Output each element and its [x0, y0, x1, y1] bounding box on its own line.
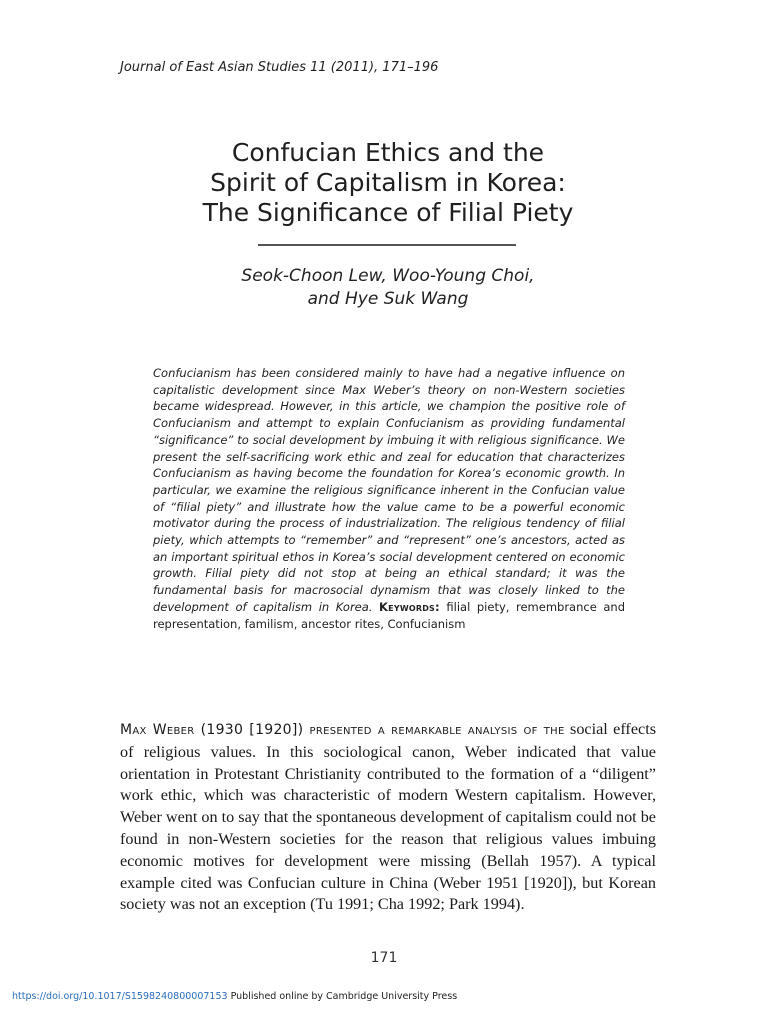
- authors-line-2: and Hye Suk Wang: [307, 289, 469, 309]
- footer: [12, 991, 457, 1002]
- body-lead-in: Max Weber (1930 [1920]) presented a remarkable analysis of the: [120, 722, 565, 738]
- body-text: social effects of religious values. In this sociological canon, Weber indicated that value orientation in Protestant Christianity contributed to the formation of a “diligent” work ethic, which was characteristic of modern Western capitalism. However, Weber went on to say that the spontaneous development of capitalism could not be found in non-Western societies for the reason that religious values imbuing economic motives for development were missing (Bellah 1957). A typical example cited was Confucian culture in China (Weber 1951 [1920]), but Korean society was not an exception (Tu 1991; Cha 1992; Park 1994).: [120, 720, 656, 914]
- abstract: [153, 365, 625, 632]
- keywords-list: filial piety, remembrance and representation, familism, ancestor rites, Confucianism: [153, 599, 626, 631]
- abstract-text: Confucianism has been considered mainly to have had a negative influence on capitalistic development since Max Weber’s theory on non-Western societies became widespread. However, in this article, we champion the positive role of Confucianism and attempt to explain Confucianism as providing fundamental “significance” to social development by imbuing it with religious significance. We present the self-sacrificing work ethic and zeal for education that characterizes Confucianism as having become the foundation for Korea’s economic growth. In particular, we examine the religious significance inherent in the Confucian value of “filial piety” and illustrate how the value came to be a powerful economic motivator during the process of industrialization. The religious tendency of filial piety, which attempts to “remember” and “represent” one’s ancestors, acted as an important spiritual ethos in Korea’s social development centered on economic growth. Filial piety did not stop at being an ethical standard; it was the fundamental basis for macrosocial dynamism that was closely linked to the development of capitalism in Korea.: [153, 366, 625, 614]
- title-line-2: Spirit of Capitalism in Korea:: [210, 168, 566, 197]
- body-paragraph: [120, 719, 656, 916]
- article-title: [110, 138, 666, 228]
- title-divider: [258, 244, 516, 246]
- journal-citation: Journal of East Asian Studies 11 (2011), 171–196: [120, 60, 439, 75]
- keywords-label: Keywords:: [379, 599, 440, 614]
- author-list: [110, 265, 666, 311]
- title-line-1: Confucian Ethics and the: [231, 138, 545, 167]
- page-number: 171: [370, 950, 398, 966]
- publication-note: Published online by Cambridge University Press: [230, 991, 458, 1002]
- title-line-3: The Significance of Filial Piety: [202, 198, 574, 227]
- authors-line-1: Seok-Choon Lew, Woo-Young Choi,: [241, 266, 535, 286]
- doi-link[interactable]: https://doi.org/10.1017/S1598240800007153: [12, 991, 228, 1002]
